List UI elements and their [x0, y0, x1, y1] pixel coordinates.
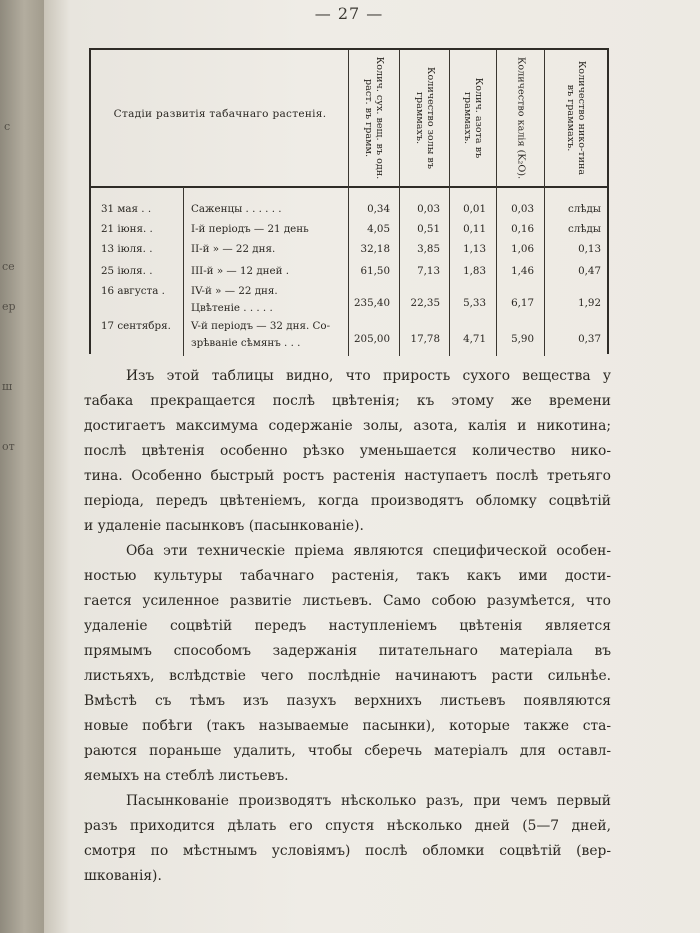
- text-line: ностью культуры табачнаго растенія, такъ какъ ими дости-: [84, 568, 611, 584]
- value-ash: 3,85: [417, 243, 440, 255]
- text-line: раются пораньше удалить, чтобы сберечь матеріалъ для оставл-: [84, 743, 611, 759]
- table-header: [91, 50, 607, 188]
- row-date: 25 іюля. .: [101, 265, 153, 277]
- column-divider: [449, 50, 450, 356]
- value-nicotine: 0,47: [578, 265, 601, 277]
- value-dry-matter: 4,05: [367, 223, 390, 235]
- text-line: листьяхъ, вслѣдствіе чего послѣдніе начинаютъ расти сильнѣе.: [84, 668, 611, 684]
- value-potassium: 1,46: [511, 265, 534, 277]
- value-nitrogen: 1,13: [463, 243, 486, 255]
- value-nitrogen: 0,01: [463, 203, 486, 215]
- text-line: табака прекращается послѣ цвѣтенія; къ этому же времени: [84, 393, 611, 409]
- column-divider: [183, 187, 184, 356]
- data-table: [89, 48, 609, 354]
- text-line: періода, передъ цвѣтеніемъ, когда производятъ обломку соцвѣтій: [84, 493, 611, 509]
- column-header-ash: Количество золы въ граммахъ.: [413, 67, 436, 169]
- column-divider: [399, 50, 400, 356]
- value-dry-matter: 61,50: [360, 265, 390, 277]
- value-nicotine: 1,92: [578, 297, 601, 309]
- value-nitrogen: 4,71: [463, 333, 486, 345]
- text-line: достигаетъ максимума содержаніе золы, азота, калія и никотина;: [84, 418, 611, 434]
- text-line: удаленіе соцвѣтій передъ наступленіемъ цвѣтенія является: [84, 618, 611, 634]
- book-page: [44, 0, 700, 933]
- value-nicotine: 0,37: [578, 333, 601, 345]
- row-date: 21 іюня. .: [101, 223, 153, 235]
- row-stage: ІІ-й » — 22 дня.: [191, 243, 276, 255]
- value-nicotine: слѣды: [567, 223, 601, 235]
- value-nitrogen: 5,33: [463, 297, 486, 309]
- value-dry-matter: 205,00: [353, 333, 390, 345]
- row-date: 17 сентября.: [101, 320, 171, 332]
- value-potassium: 5,90: [511, 333, 534, 345]
- value-potassium: 0,03: [511, 203, 534, 215]
- text-line: послѣ цвѣтенія особенно рѣзко уменьшается количество нико-: [84, 443, 611, 459]
- text-line: Пасынкованіе производятъ нѣсколько разъ, при чемъ первый: [126, 793, 611, 809]
- paragraph: [84, 539, 611, 789]
- value-potassium: 6,17: [511, 297, 534, 309]
- value-dry-matter: 0,34: [367, 203, 390, 215]
- body-text: [84, 364, 611, 889]
- text-line: новые побѣги (такъ называемые пасынки), которые также ста-: [84, 718, 611, 734]
- value-potassium: 1,06: [511, 243, 534, 255]
- text-line: смотря по мѣстнымъ условіямъ) послѣ обломки соцвѣтій (вер-: [84, 843, 611, 859]
- row-stage: V-й періодъ — 32 дня. Со-: [191, 320, 331, 332]
- row-date: 13 іюля. .: [101, 243, 153, 255]
- row-stage: І-й періодъ — 21 день: [191, 223, 309, 235]
- text-line: гается усиленное развитіе листьевъ. Само собою разумѣется, что: [84, 593, 611, 609]
- value-nitrogen: 0,11: [463, 223, 486, 235]
- page-number: — 27 —: [314, 4, 384, 23]
- value-ash: 7,13: [417, 265, 440, 277]
- paragraph: [84, 364, 611, 539]
- text-line: тина. Особенно быстрый ростъ растенія наступаетъ послѣ третьяго: [84, 468, 611, 484]
- value-nicotine: 0,13: [578, 243, 601, 255]
- column-header-nicotine: Количество нико-тина въ граммахъ.: [565, 60, 587, 176]
- column-divider: [544, 50, 545, 356]
- value-ash: 22,35: [410, 297, 440, 309]
- value-nitrogen: 1,83: [463, 265, 486, 277]
- value-ash: 17,78: [410, 333, 440, 345]
- column-divider: [348, 50, 349, 356]
- text-line: Оба эти техническіе пріема являются специфической особен-: [126, 543, 611, 559]
- row-date: 31 мая . .: [101, 203, 152, 215]
- column-header-dry-matter: Колич. сух. вещ. въ одн. раст. въ грамм.: [363, 56, 385, 180]
- paragraph: [84, 789, 611, 889]
- row-stage-continued: зрѣваніе сѣмянъ . . .: [191, 337, 301, 349]
- value-potassium: 0,16: [511, 223, 534, 235]
- value-ash: 0,03: [417, 203, 440, 215]
- value-nicotine: слѣды: [567, 203, 601, 215]
- text-line: Изъ этой таблицы видно, что прирость сухого вещества у: [126, 368, 611, 384]
- left-page-edge: с се ер ш от: [0, 0, 44, 933]
- text-line: яемыхъ на стеблѣ листьевъ.: [84, 768, 289, 784]
- value-dry-matter: 235,40: [353, 297, 390, 309]
- text-line: и удаленіе пасынковъ (пасынкованіе).: [84, 518, 364, 534]
- value-dry-matter: 32,18: [360, 243, 390, 255]
- text-line: шкованія).: [84, 868, 162, 884]
- column-divider: [496, 50, 497, 356]
- stage-column-header: Стадіи развитія табачнаго растенія.: [113, 108, 327, 120]
- row-date: 16 августа .: [101, 285, 165, 297]
- column-header-nitrogen: Колич. азота въ граммахъ.: [462, 77, 484, 159]
- row-stage-continued: Цвѣтеніе . . . . .: [191, 302, 273, 314]
- column-header-potassium: Количество калія (K₂O).: [515, 56, 526, 179]
- row-stage: Саженцы . . . . . .: [191, 203, 282, 215]
- row-stage: ІV-й » — 22 дня.: [191, 285, 278, 297]
- text-line: разъ приходится дѣлать его спустя нѣсколько дней (5—7 дней,: [84, 818, 611, 834]
- text-line: Вмѣстѣ съ тѣмъ изъ пазухъ верхнихъ листьевъ появляются: [84, 693, 611, 709]
- row-stage: ІІІ-й » — 12 дней .: [191, 265, 290, 277]
- value-ash: 0,51: [417, 223, 440, 235]
- text-line: прямымъ способомъ задержанія питательнаго матеріала въ: [84, 643, 611, 659]
